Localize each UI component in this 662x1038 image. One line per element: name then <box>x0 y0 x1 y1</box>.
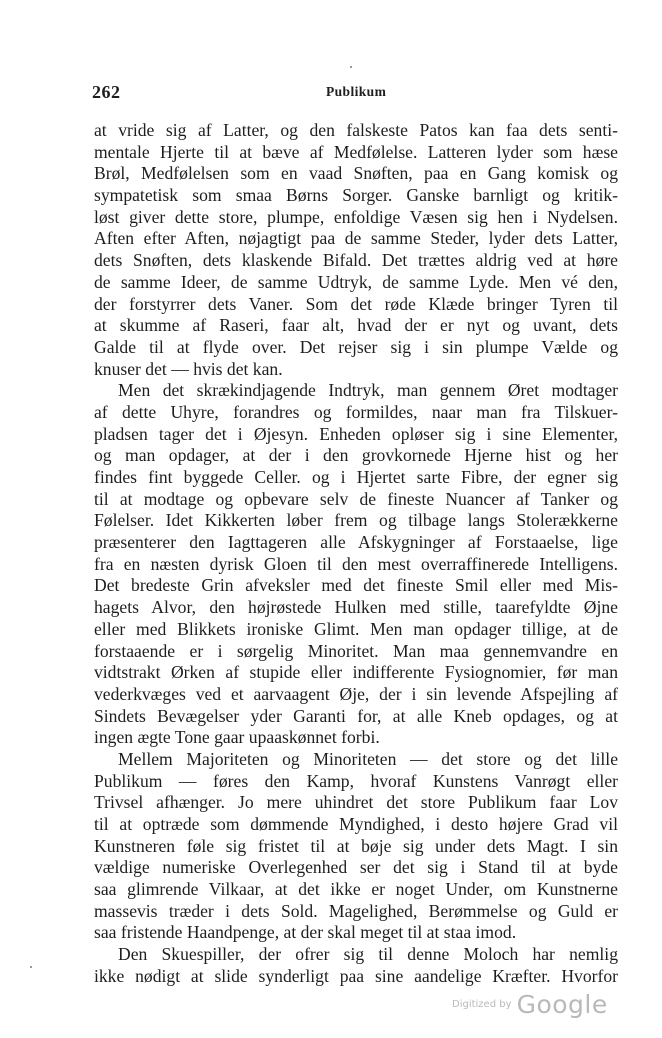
text-line: Galde til at flyde over. Det rejser sig i sin plumpe Vælde og <box>94 336 618 357</box>
text-line: at skumme af Raseri, faar alt, hvad der er nyt og uvant, dets <box>94 315 618 336</box>
text-line: til at modtage og opbevare selv de fineste Nuancer af Tanker og <box>94 488 618 509</box>
text-line: findes fint byggede Celler. og i Hjertet sarte Fibre, der egner sig <box>94 467 618 487</box>
text-line: Aften efter Aften, nøjagtigt paa de samme Steder, lyder dets Latter, <box>94 228 618 249</box>
watermark-brand: Google <box>516 990 608 1019</box>
paragraph-first-line: Mellem Majoriteten og Minoriteten — det store og det lille <box>118 748 618 769</box>
text-line: Brøl, Medfølelsen som en vaad Snøften, paa en Gang komisk og <box>94 163 618 184</box>
text-line: Kunstneren føle sig fristet til at bøje sig under dets Magt. I sin <box>94 835 618 856</box>
body-text <box>94 120 618 988</box>
text-line: Følelser. Idet Kikkerten løber frem og tilbage langs Stolerækkerne <box>94 510 618 531</box>
text-line: vidtstrakt Ørken af stupide eller indifferente Fysiognomier, før man <box>94 662 618 683</box>
text-line: vældige numeriske Overlegenhed ser det sig i Stand til at byde <box>94 857 618 878</box>
text-line: ikke nødigt at slide synderligt paa sine aandelige Kræfter. Hvorfor <box>94 965 618 986</box>
page-number: 262 <box>92 82 121 102</box>
page-header <box>92 82 594 104</box>
print-speck <box>30 966 32 968</box>
text-line: sympatetisk som smaa Børns Sorger. Ganske barnligt og kritik- <box>94 185 618 206</box>
text-line: de samme Ideer, de samme Udtryk, de samme Lyde. Men vé den, <box>94 271 618 292</box>
watermark-prefix: Digitized by <box>452 999 512 1010</box>
text-line: mentale Hjerte til at bæve af Medfølelse. Latteren lyder som hæse <box>94 141 618 162</box>
text-line: der forstyrrer dets Vaner. Som det røde Klæde bringer Tyren til <box>94 293 618 314</box>
text-line: løst giver dette store, plumpe, enfoldige Væsen sig hen i Nydelsen. <box>94 206 618 227</box>
text-line: forstaaende er i sørgelig Minoritet. Man maa gennemvandre en <box>94 640 618 661</box>
paragraph-first-line: Men det skrækindjagende Indtryk, man gennem Øret modtager <box>118 380 618 401</box>
paragraph-first-line: Den Skuespiller, der ofrer sig til denne Moloch har nemlig <box>118 944 618 965</box>
paragraph-end-line: saa fristende Haandpenge, at der skal meget til at staa imod. <box>94 922 517 943</box>
running-title: Publikum <box>326 84 387 99</box>
text-line: vederkvæges ved et aarvaagent Øje, der i sin levende Afspejling af <box>94 683 618 704</box>
text-line: at vride sig af Latter, og den falskeste Patos kan faa dets senti- <box>94 120 618 140</box>
text-line: Det bredeste Grin afveksler med det fineste Smil eller med Mis- <box>94 575 618 596</box>
text-line: saa glimrende Vilkaar, at det ikke er noget Under, om Kunstnerne <box>94 879 618 900</box>
text-line: dets Snøften, dets klaskende Bifald. Det trættes aldrig ved at høre <box>94 250 618 271</box>
text-line: præsenterer den Iagttageren alle Afskygninger af Forstaaelse, lige <box>94 532 618 553</box>
text-line: Publikum — føres den Kamp, hvoraf Kunstens Vanrøgt eller <box>94 770 618 791</box>
text-line: og man opdager, at der i den grovkornede Hjerne hist og her <box>94 445 618 466</box>
text-line: til at optræde som dømmende Myndighed, i desto højere Grad vil <box>94 814 618 834</box>
text-line: hagets Alvor, den højrøstede Hulken med stille, taarefyldte Øjne <box>94 597 618 618</box>
text-line: fra en næsten dyrisk Gloen til den mest overraffinerede Intelligens. <box>94 553 618 574</box>
text-line: eller med Blikkets ironiske Glimt. Men man opdager tillige, at de <box>94 618 618 639</box>
print-speck <box>350 66 352 68</box>
text-line: Trivsel afhænger. Jo mere uhindret det store Publikum faar Lov <box>94 792 618 813</box>
text-line: Sindets Bevægelser yder Garanti for, at alle Kneb opdages, og at <box>94 705 618 726</box>
text-line: massevis træder i dets Sold. Magelighed, Berømmelse og Guld er <box>94 900 618 921</box>
paragraph-end-line: knuser det — hvis det kan. <box>94 358 283 379</box>
text-line: af dette Uhyre, forandres og formildes, naar man fra Tilskuer- <box>94 401 618 422</box>
google-watermark <box>452 990 608 1019</box>
text-line: pladsen tager det i Øjesyn. Enheden opløser sig i sine Elementer, <box>94 423 618 444</box>
paragraph-end-line: ingen ægte Tone gaar upaaskønnet forbi. <box>94 727 380 748</box>
